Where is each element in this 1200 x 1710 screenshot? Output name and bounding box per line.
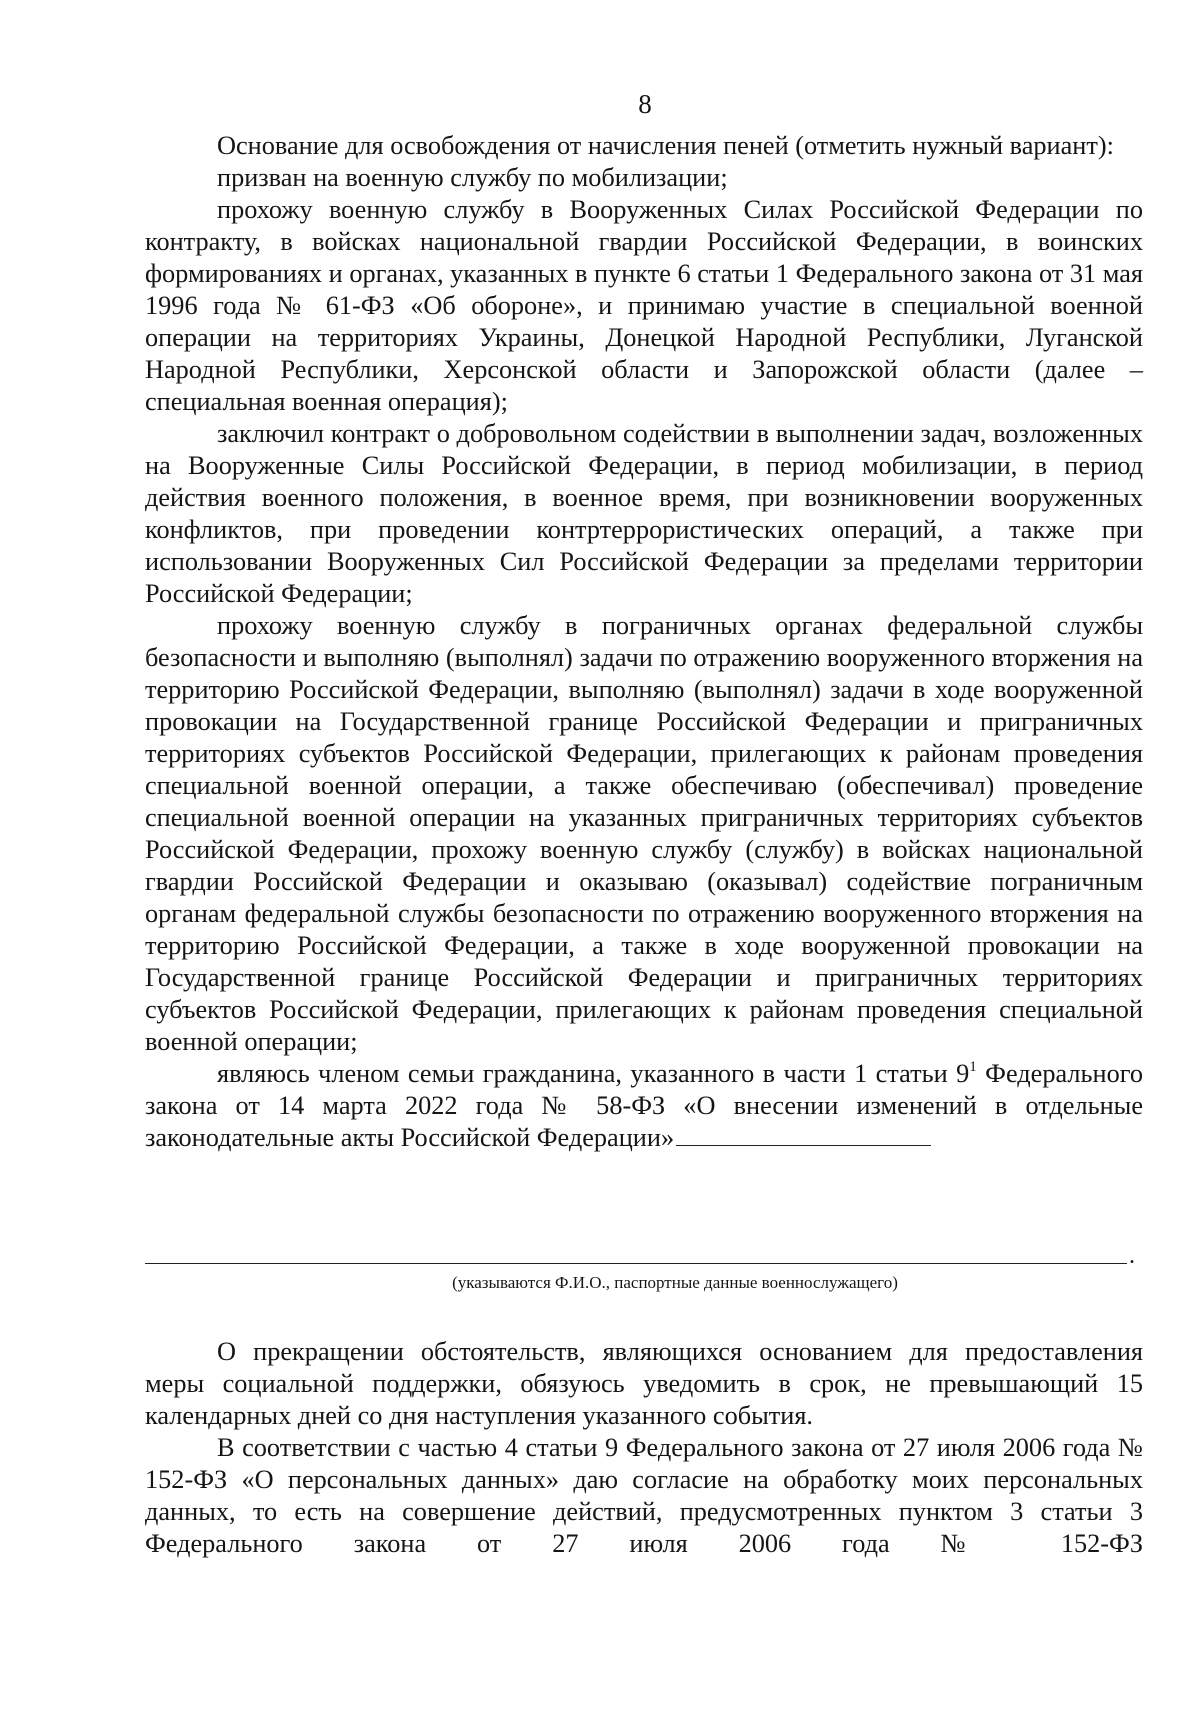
family-member-text: являюсь членом семьи гражданина, указанного в части 1 статьи 9 [217, 1059, 970, 1088]
option-mobilized: призван на военную службу по мобилизации; [217, 163, 728, 192]
serviceman-details-line[interactable] [145, 1263, 1127, 1264]
serviceman-details-field[interactable] [676, 1125, 931, 1146]
personal-data-consent: В соответствии с частью 4 статьи 9 Федерального закона от 27 июля 2006 года № 152-ФЗ «О персональных данных» даю согласие на обработку моих персональных данных, то есть на совершение действий, предусмотренных пунктом 3 статьи 3 Федерального закона от 27 июля 2006 года № 152-ФЗ [145, 1433, 1143, 1558]
family-member-text-continued: Федерального закона от 14 марта 2022 года № 58-ФЗ «О внесении изменений в отдельные законодательные акты Российской Федерации» [145, 1059, 1143, 1152]
line-end-mark: . [1129, 1243, 1135, 1269]
obligations-section [145, 1336, 1143, 1560]
option-contract-service: прохожу военную службу в Вооруженных Силах Российской Федерации по контракту, в войсках национальной гвардии Российской Федерации, в воинских формированиях и органах, указанных в пункте 6 статьи 1 Федерального закона от 31 мая 1996 года № 61-ФЗ «Об обороне», и принимаю участие в специальной военной операции на территориях Украины, Донецкой Народной Республики, Луганской Народной Республики, Херсонской области и Запорожской области (далее – специальная военная операция); [145, 195, 1143, 416]
option-family-member [145, 1058, 1143, 1154]
page-number: 8 [638, 89, 652, 119]
field-caption: (указываются Ф.И.О., паспортные данные военнослужащего) [452, 1273, 898, 1292]
notification-obligation: О прекращении обстоятельств, являющихся основанием для предоставления меры социальной поддержки, обязуюсь уведомить в срок, не превышающий 15 календарных дней со дня наступления указанного события. [145, 1337, 1143, 1430]
superscript: 1 [969, 1059, 977, 1075]
exemption-section [145, 130, 1143, 1154]
exemption-intro: Основание для освобождения от начисления пеней (отметить нужный вариант): [217, 131, 1114, 160]
option-volunteer-contract: заключил контракт о добровольном содействии в выполнении задач, возложенных на Вооруженные Силы Российской Федерации, в период мобилизации, в период действия военного положения, в военное время, при возникновении вооруженных конфликтов, при проведении контртеррористических операций, а также при использовании Вооруженных Сил Российской Федерации за пределами территории Российской Федерации; [145, 419, 1143, 608]
option-border-service: прохожу военную службу в пограничных органах федеральной службы безопасности и выполняю (выполнял) задачи по отражению вооруженного вторжения на территорию Российской Федерации, выполняю (выполнял) задачи в ходе вооруженной провокации на Государственной границе Российской Федерации и приграничных территориях субъектов Российской Федерации, прилегающих к районам проведения специальной военной операции, а также обеспечиваю (обеспечивал) проведение специальной военной операции на указанных приграничных территориях субъектов Российской Федерации, прохожу военную службу (службу) в войсках национальной гвардии Российской Федерации и оказываю (оказывал) содействие пограничным органам федеральной службы безопасности по отражению вооруженного вторжения на территорию Российской Федерации, а также в ходе вооруженной провокации на Государственной границе Российской Федерации и приграничных территориях субъектов Российской Федерации, прилегающих к районам проведения специальной военной операции; [145, 611, 1143, 1056]
